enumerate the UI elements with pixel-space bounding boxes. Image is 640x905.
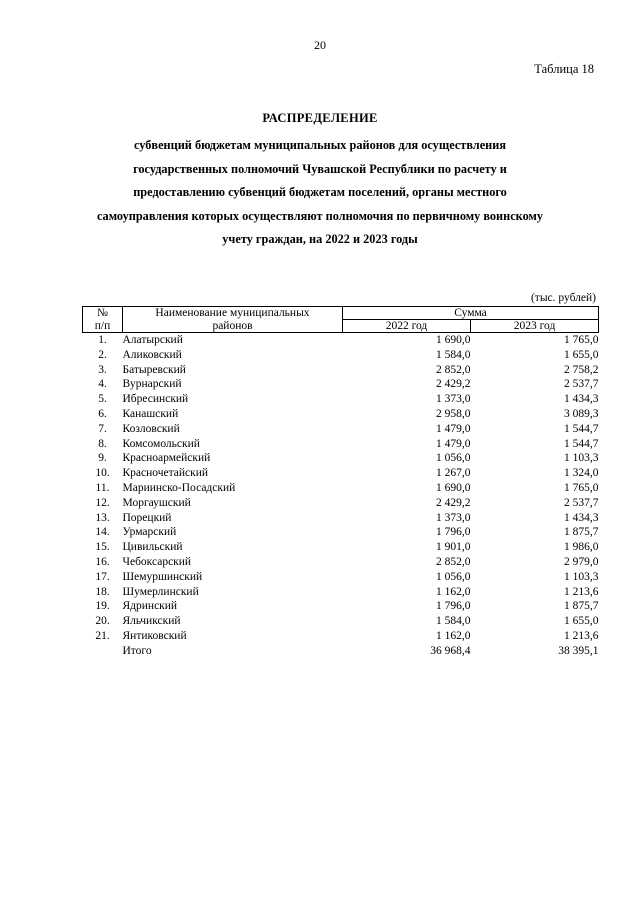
amount-2023: 1 213,6 (564, 629, 599, 642)
document-subtitle: субвенций бюджетам муниципальных районов для осуществления государственных полномочий Чувашской Республики по расчету и предоставлению субвенций бюджетам поселений, органы местного самоуправления которых осуществляют полномочия по первичному воинскому учету граждан, на 2022 и 2023 годы (96, 138, 544, 247)
table-row (83, 614, 599, 629)
table-row (83, 511, 599, 526)
district-name: Вурнарский (122, 378, 182, 391)
amount-2023: 1 324,0 (564, 467, 599, 480)
row-number: 6. (98, 407, 107, 420)
table-row (83, 451, 599, 466)
amount-2023: 1 765,0 (564, 481, 599, 494)
header-year-2023: 2023 год (471, 320, 599, 333)
amount-2023: 2 979,0 (564, 555, 599, 568)
district-name: Красноармейский (122, 452, 211, 465)
amount-2022: 1 373,0 (436, 393, 471, 406)
table-row (83, 525, 599, 540)
row-number: 18. (95, 585, 110, 598)
amount-2022: 2 429,2 (436, 378, 471, 391)
header-num-line1: № (83, 307, 123, 320)
amount-2023: 1 103,3 (564, 570, 599, 583)
district-name: Порецкий (122, 511, 172, 524)
district-name: Аликовский (122, 348, 182, 361)
amount-2022: 1 267,0 (436, 467, 471, 480)
district-name: Ибресинский (122, 393, 189, 406)
amount-2023: 1 765,0 (564, 334, 599, 346)
row-number: 1. (98, 334, 107, 346)
table-row (83, 570, 599, 585)
row-number: 8. (98, 437, 107, 450)
amount-2022: 1 901,0 (436, 541, 471, 554)
amount-2023: 1 875,7 (564, 526, 599, 539)
total-2022: 36 968,4 (430, 644, 471, 657)
distribution-table (82, 306, 599, 659)
row-number: 15. (95, 541, 110, 554)
amount-2023: 1 434,3 (564, 393, 599, 406)
header-year-2022: 2022 год (343, 320, 471, 333)
district-name: Цивильский (122, 541, 183, 554)
amount-2023: 1 544,7 (564, 422, 599, 435)
total-empty-cell (83, 644, 123, 659)
amount-2022: 1 796,0 (436, 526, 471, 539)
table-label: Таблица 18 (534, 62, 594, 76)
table-row (83, 629, 599, 644)
amount-2023: 1 434,3 (564, 511, 599, 524)
row-number: 20. (95, 615, 110, 628)
amount-2022: 2 958,0 (436, 407, 471, 420)
amount-2023: 1 655,0 (564, 615, 599, 628)
row-number: 19. (95, 600, 110, 613)
table-header (83, 307, 599, 333)
table-row (83, 599, 599, 614)
amount-2022: 2 852,0 (436, 363, 471, 376)
amount-2023: 1 655,0 (564, 348, 599, 361)
district-name: Янтиковский (122, 629, 187, 642)
amount-2022: 1 162,0 (436, 585, 471, 598)
row-number: 16. (95, 555, 110, 568)
row-number: 7. (98, 422, 107, 435)
amount-2023: 1 875,7 (564, 600, 599, 613)
header-num-line2: п/п (83, 320, 123, 333)
amount-2023: 1 544,7 (564, 437, 599, 450)
district-name: Ядринский (122, 600, 178, 613)
table-row (83, 377, 599, 392)
district-name: Моргаушский (122, 496, 191, 509)
row-number: 2. (98, 348, 107, 361)
row-number: 5. (98, 393, 107, 406)
table-body (83, 333, 599, 659)
amount-2022: 1 584,0 (436, 348, 471, 361)
amount-2022: 1 479,0 (436, 422, 471, 435)
header-sum: Сумма (343, 307, 599, 320)
amount-2023: 1 213,6 (564, 585, 599, 598)
page-number: 20 (314, 38, 326, 52)
total-label: Итого (122, 644, 152, 657)
header-name-line2: районов (123, 320, 343, 333)
table-row (83, 407, 599, 422)
amount-2023: 2 537,7 (564, 496, 599, 509)
row-number: 4. (98, 378, 107, 391)
table-row (83, 392, 599, 407)
total-row (83, 644, 599, 659)
amount-2023: 3 089,3 (564, 407, 599, 420)
table-row (83, 363, 599, 378)
table-row (83, 422, 599, 437)
amount-2022: 1 373,0 (436, 511, 471, 524)
district-name: Козловский (122, 422, 180, 435)
district-name: Батыревский (122, 363, 186, 376)
row-number: 11. (95, 481, 110, 494)
document-title: РАСПРЕДЕЛЕНИЕ (262, 111, 378, 125)
unit-label: (тыс. рублей) (530, 292, 596, 304)
district-name: Алатырский (122, 334, 183, 346)
total-2023: 38 395,1 (558, 644, 599, 657)
table-row (83, 437, 599, 452)
row-number: 21. (95, 629, 110, 642)
district-name: Чебоксарский (122, 555, 192, 568)
amount-2023: 2 758,2 (564, 363, 599, 376)
table-row (83, 348, 599, 363)
district-name: Комсомольский (122, 437, 200, 450)
amount-2022: 1 056,0 (436, 452, 471, 465)
amount-2022: 1 056,0 (436, 570, 471, 583)
amount-2022: 1 162,0 (436, 629, 471, 642)
amount-2023: 2 537,7 (564, 378, 599, 391)
amount-2022: 1 584,0 (436, 615, 471, 628)
table-row (83, 555, 599, 570)
amount-2022: 1 479,0 (436, 437, 471, 450)
district-name: Урмарский (122, 526, 177, 539)
table-row (83, 585, 599, 600)
row-number: 13. (95, 511, 110, 524)
district-name: Мариинско-Посадский (122, 481, 236, 494)
amount-2022: 1 690,0 (436, 334, 471, 346)
header-name-line1: Наименование муниципальных (123, 307, 343, 320)
row-number: 10. (95, 467, 110, 480)
amount-2022: 2 852,0 (436, 555, 471, 568)
amount-2022: 1 690,0 (436, 481, 471, 494)
row-number: 14. (95, 526, 110, 539)
table-row (83, 540, 599, 555)
district-name: Яльчикский (122, 615, 181, 628)
table-row (83, 481, 599, 496)
row-number: 9. (98, 452, 107, 465)
district-name: Канашский (122, 407, 179, 420)
amount-2023: 1 103,3 (564, 452, 599, 465)
table-row (83, 466, 599, 481)
amount-2022: 1 796,0 (436, 600, 471, 613)
row-number: 12. (95, 496, 110, 509)
table-row (83, 333, 599, 348)
amount-2023: 1 986,0 (564, 541, 599, 554)
table-row (83, 496, 599, 511)
district-name: Шумерлинский (122, 585, 199, 598)
district-name: Красночетайский (122, 467, 209, 480)
row-number: 17. (95, 570, 110, 583)
row-number: 3. (98, 363, 107, 376)
amount-2022: 2 429,2 (436, 496, 471, 509)
district-name: Шемуршинский (122, 570, 203, 583)
